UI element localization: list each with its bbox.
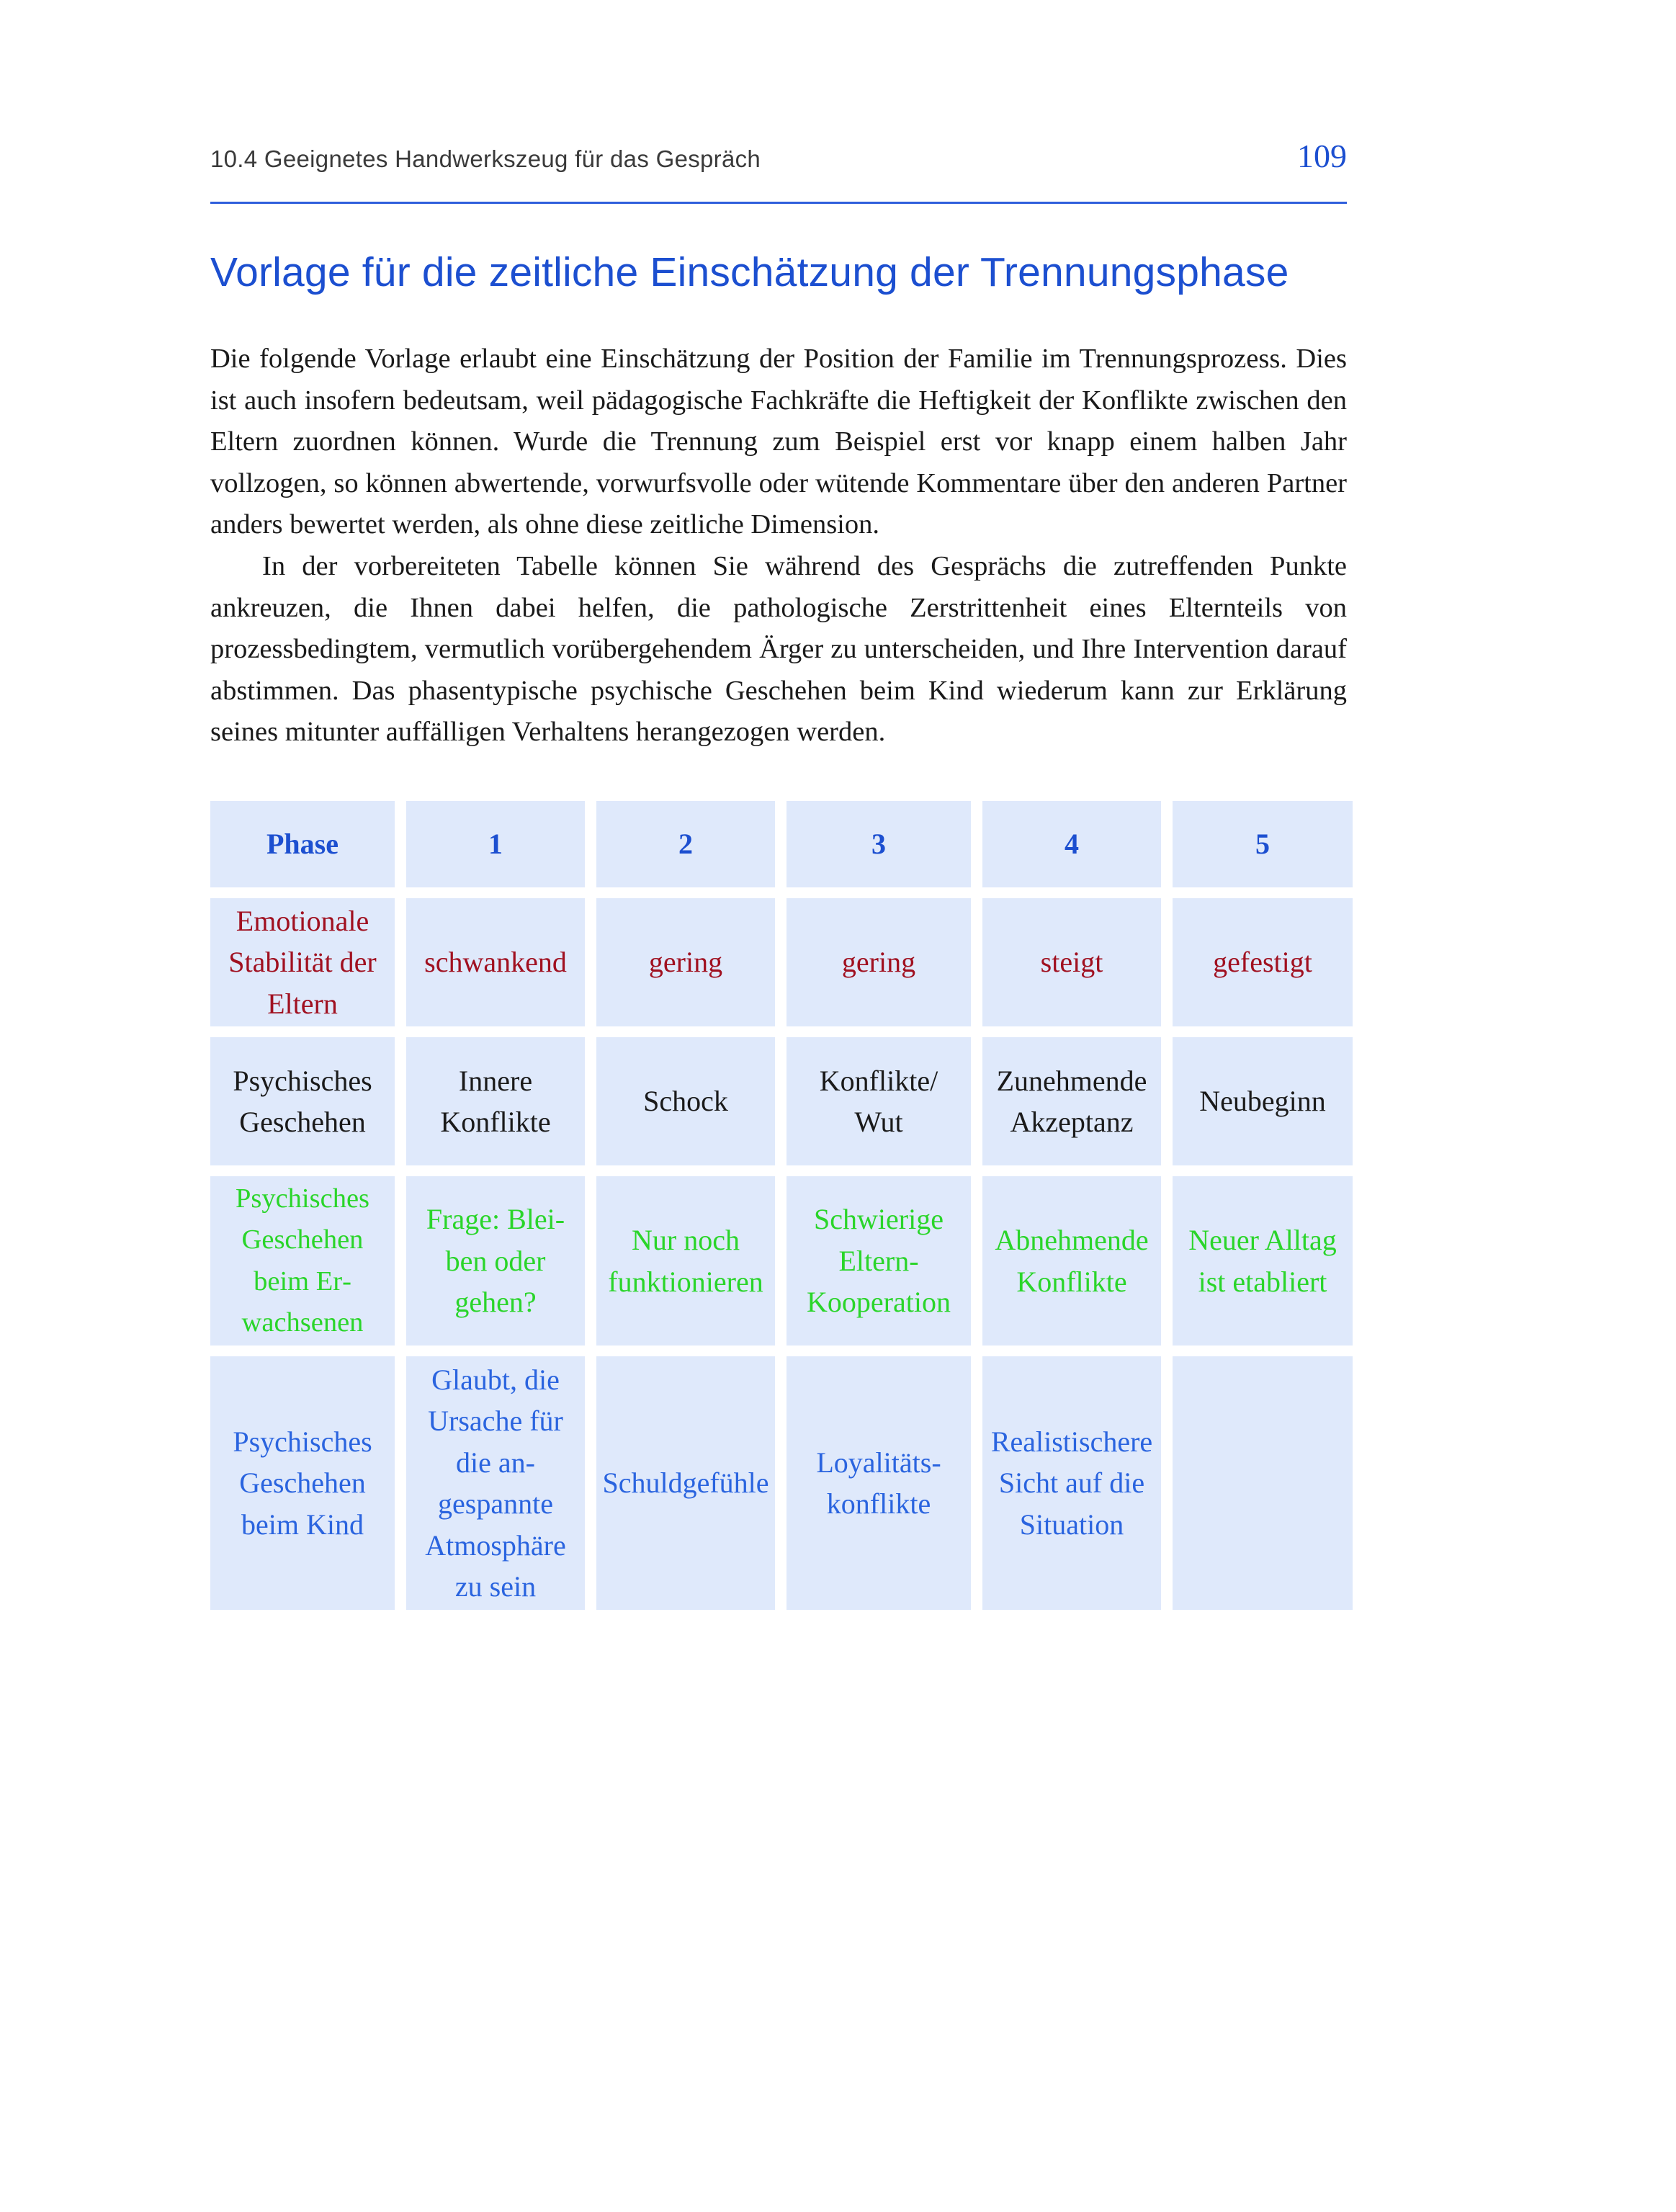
running-title: 10.4 Geeignetes Handwerkszeug für das Gespräch: [210, 145, 761, 172]
table-cell: gefestigt: [1173, 898, 1353, 1026]
paragraph: Die folgende Vorlage erlaubt eine Einschätzung der Position der Familie im Trennungsprozess. Dies ist auch insofern bedeutsam, weil pädagogische Fachkräfte die Heftigkeit der Konflikte zwischen den Eltern zuordnen können. Wurde die Trennung zum Beispiel erst vor knapp einem halben Jahr vollzogen, so können abwertende, vorwurfsvolle oder wütende Kommentare über den anderen Partner anders bewertet werden, als ohne diese zeitliche Dimension.: [210, 344, 1347, 540]
section-title: Vorlage für die zeitliche Einschätzung der Trennungsphase: [210, 249, 1289, 295]
table-row-label: Psychisches Geschehen: [210, 1037, 395, 1165]
table-cell: Abnehmende Konflikte: [982, 1176, 1161, 1345]
table-cell: [1173, 1356, 1353, 1610]
table-cell: schwankend: [406, 898, 585, 1026]
table-cell: Loyalitätskonflikte: [787, 1356, 971, 1610]
table-cell: Schuldgefühle: [596, 1356, 775, 1610]
table-cell: Schock: [596, 1037, 775, 1165]
table-cell: Nur noch funktionieren: [596, 1176, 775, 1345]
table-header-cell: 5: [1173, 801, 1353, 887]
table-cell: Realistischere Sicht auf die Situation: [982, 1356, 1161, 1610]
table-cell: Neuer Alltag ist etabliert: [1173, 1176, 1353, 1345]
table-cell: gering: [787, 898, 971, 1026]
table-cell: Zunehmende Akzeptanz: [982, 1037, 1161, 1165]
body-text: [210, 339, 1347, 753]
header-rule: [210, 202, 1347, 204]
page-number: 109: [1297, 138, 1347, 174]
table-cell: Neubeginn: [1173, 1037, 1353, 1165]
table-cell: Innere Konflikte: [406, 1037, 585, 1165]
running-head: [210, 135, 1347, 173]
table-header-cell: 2: [596, 801, 775, 887]
table-header-cell: 4: [982, 801, 1161, 887]
phase-table: [210, 801, 1347, 1610]
table-cell: steigt: [982, 898, 1161, 1026]
paragraph: In der vorbereiteten Tabelle können Sie während des Gesprächs die zutreffenden Punkte ankreuzen, die Ihnen dabei helfen, die pathologische Zerstrittenheit eines Elternteils von prozessbedingtem, vermutlich vorübergehendem Ärger zu unterscheiden, und Ihre Intervention darauf abstimmen. Das phasentypische psychische Geschehen beim Kind wiederum kann zur Erklärung seines mitunter auffälligen Verhaltens herangezogen werden.: [210, 550, 1347, 748]
table-row-label: Emotionale Stabilität der Eltern: [210, 898, 395, 1026]
table-row-label: Psychisches Geschehen beim Kind: [210, 1356, 395, 1610]
table-cell: Glaubt, die Ursache für die angespannte Atmosphäre zu sein: [406, 1356, 585, 1610]
table-cell: Schwierige Eltern-Kooperation: [787, 1176, 971, 1345]
table-header-cell: Phase: [210, 801, 395, 887]
table-header-cell: 1: [406, 801, 585, 887]
table-row-label: Psychisches Geschehen beim Erwachsenen: [210, 1176, 395, 1345]
table-header-cell: 3: [787, 801, 971, 887]
table-cell: gering: [596, 898, 775, 1026]
table-cell: Frage: Bleiben oder gehen?: [406, 1176, 585, 1345]
table-cell: Konflikte/ Wut: [787, 1037, 971, 1165]
